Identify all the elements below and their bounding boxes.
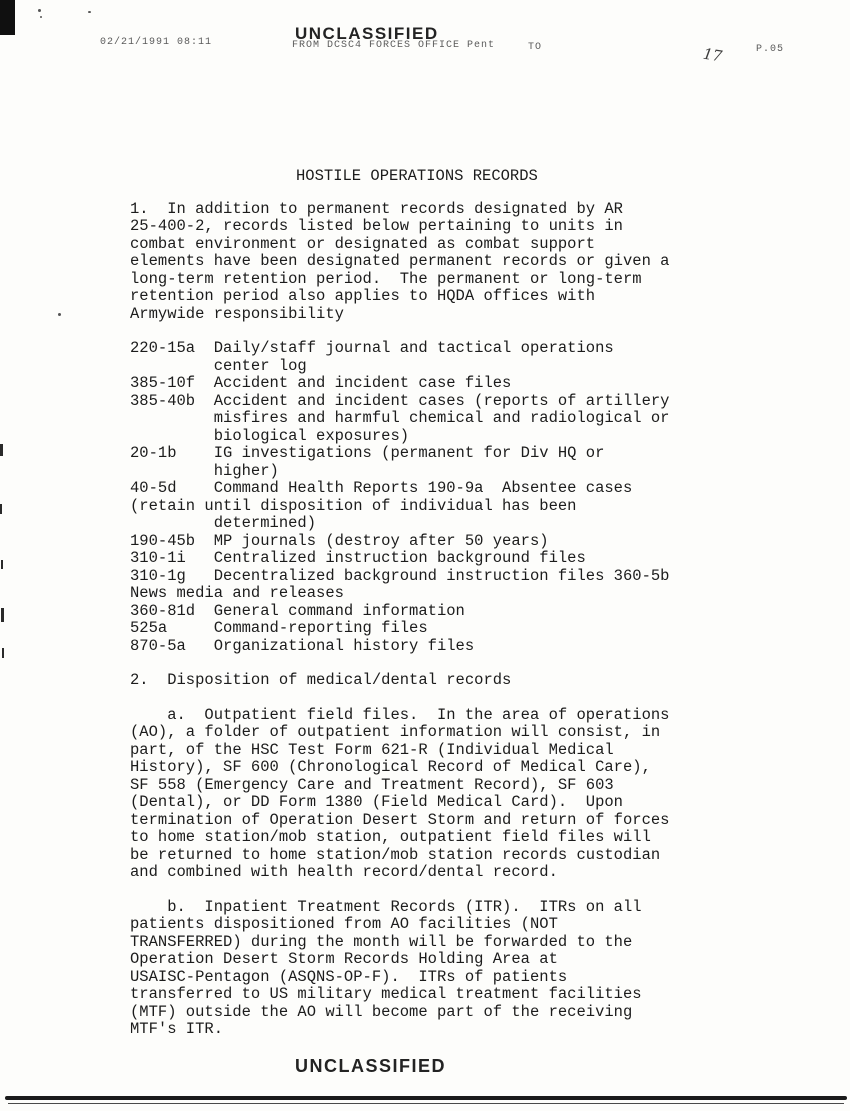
text-line: determined) (130, 514, 317, 532)
text-line: part, of the HSC Test Form 621-R (Individual Medical (130, 740, 614, 759)
scan-artifact-edge-mark (1, 560, 3, 569)
scan-artifact-speck (88, 11, 91, 13)
text-line: biological exposures) (130, 426, 410, 445)
fax-from-line: FROM DCSC4 FORCES OFFICE Pent (292, 40, 496, 51)
scan-artifact-speck (40, 16, 42, 18)
text-line: transferred to US military medical treatment facilities (130, 985, 642, 1003)
text-line: (MTF) outside the AO will become part of the receiving (130, 1002, 633, 1021)
text-line: 525a Command-reporting files (130, 619, 428, 637)
scan-artifact-speck (58, 313, 61, 316)
text-line: Operation Desert Storm Records Holding Area at (130, 950, 558, 968)
text-line: History), SF 600 (Chronological Record of Medical Care), (130, 758, 651, 776)
text-line: b. Inpatient Treatment Records (ITR). ITRs on all (130, 897, 642, 916)
text-line: long-term retention period. The permanent or long-term (130, 269, 642, 288)
classification-banner-top: UNCLASSIFIED (295, 24, 439, 43)
section-2-heading (130, 672, 750, 690)
paragraph-1 (130, 201, 750, 324)
scan-artifact-edge-mark (0, 444, 3, 456)
records-list (130, 340, 750, 655)
text-line: TRANSFERRED) during the month will be forwarded to the (130, 932, 633, 951)
text-line: center log (130, 356, 307, 375)
text-line: 385-10f Accident and incident case files (130, 374, 512, 392)
text-line: elements have been designated permanent records or given a (130, 252, 670, 270)
classification-banner-bottom: UNCLASSIFIED (295, 1056, 447, 1076)
text-line: be returned to home station/mob station records custodian (130, 845, 661, 864)
paragraph-2a (130, 707, 750, 882)
text-line: 2. Disposition of medical/dental records (130, 671, 512, 689)
text-line: SF 558 (Emergency Care and Treatment Record), SF 603 (130, 775, 614, 794)
text-line: 310-1i Centralized instruction background files (130, 549, 586, 567)
text-line: 190-45b MP journals (destroy after 50 years) (130, 531, 549, 550)
text-line: (retain until disposition of individual has been (130, 496, 577, 515)
text-line: 310-1g Decentralized background instruction files 360-5b (130, 566, 670, 585)
paragraph-2b (130, 899, 750, 1039)
text-line: termination of Operation Desert Storm and return of forces (130, 810, 670, 829)
text-line: 385-40b Accident and incident cases (reports of artillery (130, 391, 670, 410)
text-line: misfires and harmful chemical and radiological or (130, 409, 670, 427)
scan-artifact-bottom-line-thin (8, 1103, 844, 1104)
text-line: 20-1b IG investigations (permanent for Div HQ or (130, 444, 605, 462)
text-line: Armywide responsibility (130, 304, 344, 323)
scan-artifact-bottom-line (5, 1096, 847, 1100)
scan-artifact-edge-mark (0, 504, 2, 514)
text-line: USAISC-Pentagon (ASQNS-OP-F). ITRs of patients (130, 967, 568, 986)
document-title: HOSTILE OPERATIONS RECORDS (296, 167, 538, 185)
fax-datetime: 02/21/1991 08:11 (100, 37, 213, 48)
text-line: and combined with health record/dental record. (130, 863, 558, 881)
text-line: patients dispositioned from AO facilities (NOT (130, 915, 558, 933)
text-line: MTF's ITR. (130, 1020, 224, 1038)
text-line: 25-400-2, records listed below pertaining to units in (130, 217, 623, 235)
document-body (130, 168, 750, 1056)
scan-artifact-corner-block (0, 0, 15, 35)
text-line: 360-81d General command information (130, 601, 465, 620)
text-line: 870-5a Organizational history files (130, 636, 475, 655)
text-line: a. Outpatient field files. In the area of operations (130, 705, 670, 724)
text-line: 40-5d Command Health Reports 190-9a Absentee cases (130, 479, 633, 497)
text-line: to home station/mob station, outpatient field files will (130, 828, 651, 846)
text-line: retention period also applies to HQDA offices with (130, 287, 596, 305)
text-line: (Dental), or DD Form 1380 (Field Medical Card). Upon (130, 793, 623, 811)
text-line: higher) (130, 461, 279, 480)
text-line: combat environment or designated as combat support (130, 234, 596, 253)
text-line: 1. In addition to permanent records designated by AR (130, 199, 623, 218)
scan-artifact-speck (38, 9, 41, 12)
scan-artifact-edge-mark (2, 648, 4, 658)
handwritten-mark: 17 (701, 44, 724, 66)
text-line: (AO), a folder of outpatient information will consist, in (130, 723, 661, 741)
text-line: 220-15a Daily/staff journal and tactical operations (130, 339, 614, 357)
text-line: News media and releases (130, 584, 344, 602)
fax-page-number: P.05 (756, 44, 785, 55)
fax-to-label: TO (528, 42, 543, 53)
scan-artifact-edge-mark (1, 608, 4, 622)
